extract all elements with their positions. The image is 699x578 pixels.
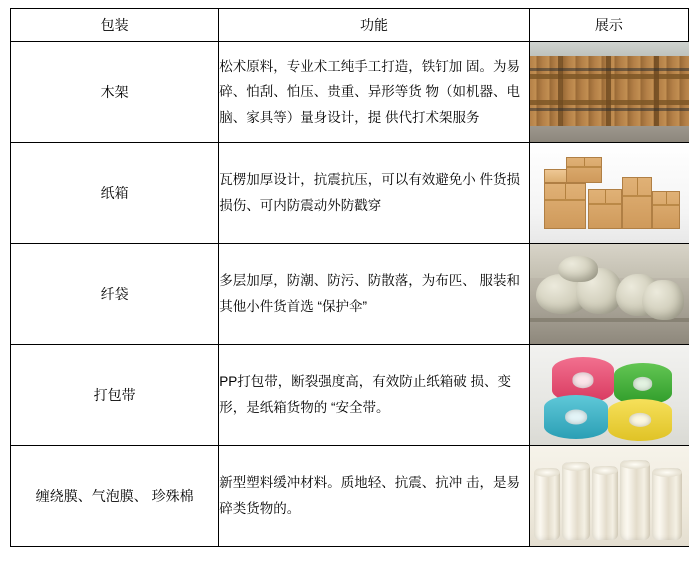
table-row xyxy=(11,446,689,547)
packaging-function: 多层加厚，防潮、防污、防散落，为布匹、 服装和其他小件货首选 “保护伞” xyxy=(219,244,529,345)
packaging-demo-cell xyxy=(529,244,688,345)
cardboard-boxes-photo xyxy=(530,143,689,243)
header-row xyxy=(11,9,689,42)
table-row xyxy=(11,143,689,244)
table-row xyxy=(11,42,689,143)
packaging-table-page xyxy=(0,8,699,578)
strapping-rolls-photo xyxy=(530,345,689,445)
packaging-function: PP打包带，断裂强度高，有效防止纸箱破 损、变形，是纸箱货物的 “安全带。 xyxy=(219,345,529,446)
packaging-name: 纸箱 xyxy=(11,143,219,244)
packaging-name: 缠绕膜、气泡膜、 珍殊棉 xyxy=(11,446,219,547)
packaging-function: 松术原料，专业术工纯手工打造，铁钉加 固。为易碎、怕刮、怕压、贵重、异形等货 物（如机器、电脑、家具等）量身设计，提 供代打术架服务 xyxy=(219,42,529,143)
wooden-crate-photo xyxy=(530,42,689,142)
header-function: 功能 xyxy=(219,9,529,42)
packaging-name: 纤袋 xyxy=(11,244,219,345)
table-row xyxy=(11,345,689,446)
woven-bags-photo xyxy=(530,244,689,344)
packaging-demo-cell xyxy=(529,143,688,244)
table-body xyxy=(11,42,689,547)
stretch-film-rolls-photo xyxy=(530,446,689,546)
packaging-demo-cell xyxy=(529,345,688,446)
packaging-table xyxy=(10,8,689,547)
header-packaging: 包装 xyxy=(11,9,219,42)
packaging-name: 打包带 xyxy=(11,345,219,446)
packaging-demo-cell xyxy=(529,446,688,547)
table-header xyxy=(11,9,689,42)
packaging-function: 新型塑料缓冲材料。质地轻、抗震、抗冲 击，是易碎类货物的。 xyxy=(219,446,529,547)
packaging-demo-cell xyxy=(529,42,688,143)
table-row xyxy=(11,244,689,345)
header-demo: 展示 xyxy=(529,9,688,42)
packaging-name: 木架 xyxy=(11,42,219,143)
packaging-function: 瓦楞加厚设计，抗震抗压，可以有效避免小 件货损损伤、可内防震动外防戳穿 xyxy=(219,143,529,244)
